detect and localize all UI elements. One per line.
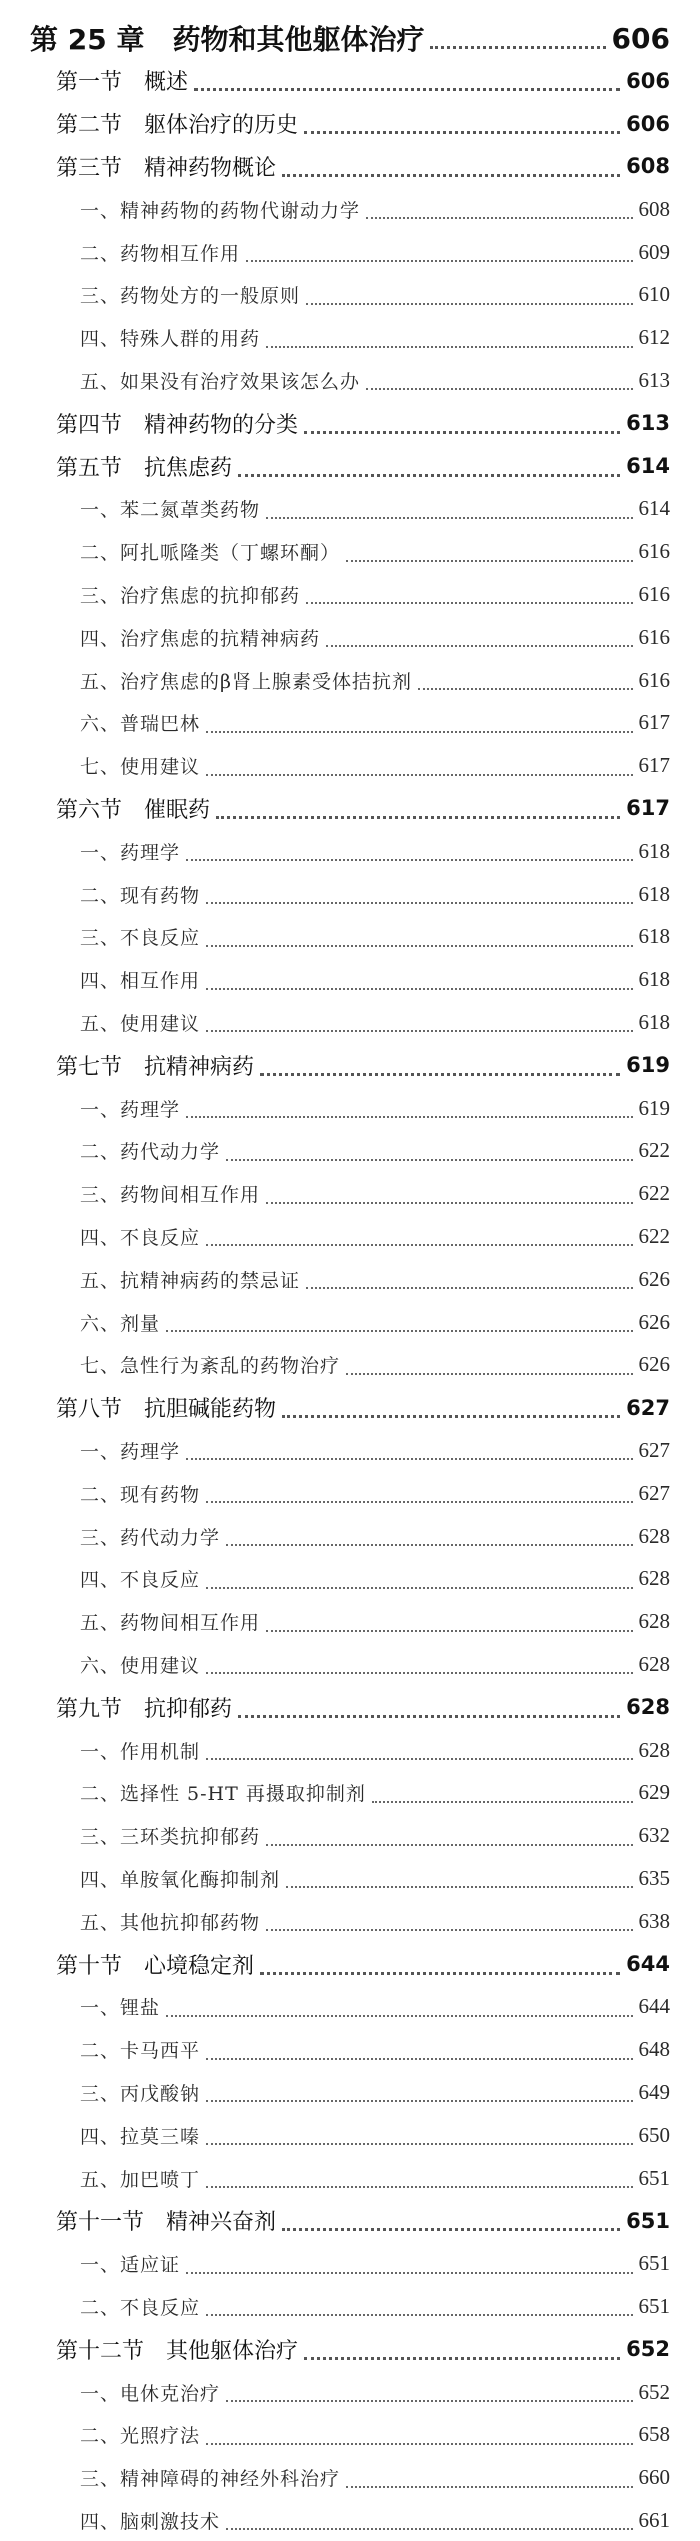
page-number: 627: [626, 1395, 670, 1420]
dot-leader: [206, 2314, 632, 2316]
page-number: 632: [638, 1823, 670, 1848]
dot-leader: [266, 1630, 632, 1632]
dot-leader: [206, 1672, 632, 1674]
item-title: 一、药理学: [80, 1098, 181, 1121]
page-number: 618: [638, 967, 670, 992]
section-title: 第二节 躯体治疗的历史: [56, 113, 299, 139]
section-title: 第四节 精神药物的分类: [56, 412, 299, 438]
page-number: 613: [638, 367, 670, 392]
dot-leader: [206, 731, 632, 733]
item-title: 五、药物间相互作用: [80, 1612, 261, 1635]
toc-item-row[interactable]: [80, 1644, 670, 1684]
toc-item-row[interactable]: [80, 1473, 670, 1513]
dot-leader: [306, 602, 632, 604]
item-title: 六、普瑞巴林: [80, 713, 201, 736]
page-number: 638: [638, 1908, 670, 1933]
page-number: 618: [638, 1009, 670, 1034]
dot-leader: [286, 1886, 632, 1888]
dot-leader: [206, 2058, 632, 2060]
toc-item-row[interactable]: [80, 2244, 670, 2284]
dot-leader: [372, 1801, 633, 1803]
toc-section-row[interactable]: [56, 2329, 670, 2369]
item-title: 二、药物相互作用: [80, 242, 241, 265]
page-number: 614: [626, 454, 670, 478]
toc-item-row[interactable]: [80, 660, 670, 700]
dot-leader: [246, 260, 632, 262]
toc-item-row[interactable]: [80, 360, 670, 400]
item-title: 五、其他抗抑郁药物: [80, 1911, 261, 1934]
dot-leader: [304, 2357, 620, 2360]
toc-section-row[interactable]: [56, 61, 670, 101]
item-title: 二、现有药物: [80, 1483, 201, 1506]
page-number: 644: [626, 1952, 670, 1976]
dot-leader: [266, 346, 632, 348]
dot-leader: [266, 517, 632, 519]
page-number: 627: [638, 1437, 670, 1462]
page-number: 618: [638, 838, 670, 863]
page-number: 627: [638, 1480, 670, 1505]
section-title: 第六节 催眠药: [56, 797, 211, 823]
page-number: 610: [638, 282, 670, 307]
item-title: 二、药代动力学: [80, 1141, 221, 1164]
page-number: 628: [638, 1523, 670, 1548]
section-title: 第十节 心境稳定剂: [56, 1953, 255, 1979]
dot-leader: [418, 688, 633, 690]
page-number: 628: [638, 1651, 670, 1676]
toc-item-row[interactable]: [80, 874, 670, 914]
dot-leader: [206, 1244, 632, 1246]
toc-item-row[interactable]: [80, 1987, 670, 2027]
dot-leader: [206, 902, 632, 904]
item-title: 二、阿扎哌隆类（丁螺环酮）: [80, 542, 341, 565]
toc-item-row[interactable]: [80, 1773, 670, 1813]
toc-item-row[interactable]: [80, 1858, 670, 1898]
item-title: 三、不良反应: [80, 927, 201, 950]
item-title: 四、治疗焦虑的抗精神病药: [80, 627, 321, 650]
dot-leader: [282, 2228, 620, 2231]
dot-leader: [346, 1373, 632, 1375]
item-title: 四、特殊人群的用药: [80, 328, 261, 351]
dot-leader: [238, 474, 620, 477]
dot-leader: [186, 2272, 632, 2274]
item-title: 三、药物处方的一般原则: [80, 285, 301, 308]
dot-leader: [260, 1972, 620, 1975]
page-number: 606: [626, 68, 670, 93]
item-title: 一、作用机制: [80, 1740, 201, 1763]
item-title: 四、相互作用: [80, 970, 201, 993]
toc-item-row[interactable]: [80, 960, 670, 1000]
item-title: 一、电休克治疗: [80, 2382, 221, 2405]
dot-leader: [366, 217, 632, 219]
toc-item-row[interactable]: [80, 1516, 670, 1556]
page-number: 649: [638, 2079, 670, 2104]
dot-leader: [306, 1287, 632, 1289]
item-title: 一、精神药物的药物代谢动力学: [80, 199, 361, 222]
page-number: 635: [638, 1865, 670, 1890]
page-number: 613: [626, 411, 670, 436]
toc-item-row[interactable]: [80, 2030, 670, 2070]
dot-leader: [186, 859, 632, 861]
toc-item-row[interactable]: [80, 1088, 670, 1128]
item-title: 二、现有药物: [80, 884, 201, 907]
page-number: 608: [638, 196, 670, 221]
dot-leader: [304, 131, 620, 134]
toc-item-row[interactable]: [80, 532, 670, 572]
toc-item-row[interactable]: [80, 189, 670, 229]
page-number: 617: [626, 796, 670, 821]
page-number: 617: [638, 710, 670, 735]
toc-item-row[interactable]: [80, 318, 670, 358]
item-title: 一、药理学: [80, 841, 181, 864]
item-title: 七、急性行为紊乱的药物治疗: [80, 1355, 341, 1378]
toc-item-row[interactable]: [80, 2458, 670, 2498]
item-title: 五、加巴喷丁: [80, 2168, 201, 2191]
dot-leader: [206, 774, 632, 776]
toc-item-row[interactable]: [80, 1730, 670, 1770]
item-title: 五、如果没有治疗效果该怎么办: [80, 370, 361, 393]
toc-item-row[interactable]: [80, 746, 670, 786]
dot-leader: [206, 1758, 632, 1760]
item-title: 三、丙戊酸钠: [80, 2082, 201, 2105]
page-number: 648: [638, 2037, 670, 2062]
dot-leader: [206, 2100, 632, 2102]
dot-leader: [366, 388, 632, 390]
page-number: 622: [638, 1138, 670, 1163]
toc-item-row[interactable]: [80, 2072, 670, 2112]
item-title: 三、三环类抗抑郁药: [80, 1826, 261, 1849]
page-number: 629: [638, 1780, 670, 1805]
toc-item-row[interactable]: [80, 2500, 670, 2540]
page-number: 651: [638, 2293, 670, 2318]
page-number: 628: [638, 1609, 670, 1634]
section-title: 第三节 精神药物概论: [56, 155, 277, 181]
toc-item-row[interactable]: [80, 574, 670, 614]
toc-item-row[interactable]: [80, 617, 670, 657]
chapter-heading[interactable]: [30, 18, 670, 58]
toc-section-row[interactable]: [56, 446, 670, 486]
dot-leader: [216, 816, 620, 819]
dot-leader: [282, 174, 620, 177]
section-title: 第十二节 其他躯体治疗: [56, 2338, 299, 2364]
page-number: 626: [638, 1352, 670, 1377]
toc-section-row[interactable]: [56, 146, 670, 186]
toc-item-row[interactable]: [80, 489, 670, 529]
page-number: 628: [638, 1737, 670, 1762]
dot-leader: [226, 1544, 632, 1546]
dot-leader: [226, 2400, 632, 2402]
item-title: 一、适应证: [80, 2254, 181, 2277]
dot-leader: [260, 1073, 620, 1076]
dot-leader: [346, 2486, 632, 2488]
dot-leader: [266, 1929, 632, 1931]
toc-item-row[interactable]: [80, 1816, 670, 1856]
toc-item-row[interactable]: [80, 1602, 670, 1642]
page-number: 658: [638, 2422, 670, 2447]
toc-section-row[interactable]: [56, 1388, 670, 1428]
toc-item-row[interactable]: [80, 703, 670, 743]
page-number: 618: [638, 924, 670, 949]
item-title: 七、使用建议: [80, 756, 201, 779]
dot-leader: [194, 88, 620, 91]
page-number: 616: [638, 667, 670, 692]
dot-leader: [206, 2443, 632, 2445]
item-title: 六、剂量: [80, 1312, 161, 1335]
toc-item-row[interactable]: [80, 1345, 670, 1385]
toc-section-row[interactable]: [56, 403, 670, 443]
item-title: 四、拉莫三嗪: [80, 2125, 201, 2148]
page-number: 622: [638, 1181, 670, 1206]
dot-leader: [206, 1501, 632, 1503]
dot-leader: [206, 988, 632, 990]
dot-leader: [226, 1159, 632, 1161]
dot-leader: [238, 1715, 620, 1718]
toc-item-row[interactable]: [80, 831, 670, 871]
dot-leader: [282, 1415, 620, 1418]
toc-section-row[interactable]: [56, 1045, 670, 1085]
toc-section-row[interactable]: [56, 788, 670, 828]
page-number: 652: [638, 2379, 670, 2404]
toc-item-row[interactable]: [80, 917, 670, 957]
page-number: 616: [638, 539, 670, 564]
item-title: 五、使用建议: [80, 1012, 201, 1035]
dot-leader: [266, 1202, 632, 1204]
item-title: 四、单胺氧化酶抑制剂: [80, 1868, 281, 1891]
toc-item-row[interactable]: [80, 2415, 670, 2455]
page-number: 650: [638, 2122, 670, 2147]
dot-leader: [226, 2528, 632, 2530]
toc-item-row[interactable]: [80, 275, 670, 315]
page-number: 612: [638, 325, 670, 350]
dot-leader: [206, 2143, 632, 2145]
toc-section-row[interactable]: [56, 104, 670, 144]
dot-leader: [206, 1587, 632, 1589]
page-number: 652: [626, 2337, 670, 2362]
section-title: 第十一节 精神兴奋剂: [56, 2210, 277, 2236]
dot-leader: [166, 1330, 632, 1332]
section-title: 第七节 抗精神病药: [56, 1054, 255, 1080]
item-title: 三、精神障碍的神经外科治疗: [80, 2468, 341, 2491]
page-number: 626: [638, 1309, 670, 1334]
dot-leader: [206, 2186, 632, 2188]
page-number: 616: [638, 581, 670, 606]
item-title: 二、选择性 5-HT 再摄取抑制剂: [80, 1783, 366, 1806]
page-number: 661: [638, 2507, 670, 2532]
toc-item-row[interactable]: [80, 1131, 670, 1171]
toc-item-row[interactable]: [80, 1174, 670, 1214]
section-title: 第一节 概述: [56, 70, 189, 96]
page-number: 608: [626, 154, 670, 179]
page-number: 628: [626, 1695, 670, 1720]
page-number: 614: [638, 496, 670, 521]
toc-item-row[interactable]: [80, 2372, 670, 2412]
page-number: 616: [638, 624, 670, 649]
item-title: 三、药物间相互作用: [80, 1184, 261, 1207]
item-title: 一、药理学: [80, 1440, 181, 1463]
item-title: 二、光照疗法: [80, 2425, 201, 2448]
item-title: 五、治疗焦虑的β肾上腺素受体拮抗剂: [80, 670, 412, 693]
page-number: 644: [638, 1994, 670, 2019]
item-title: 二、卡马西平: [80, 2040, 201, 2063]
toc-item-row[interactable]: [80, 1002, 670, 1042]
toc-item-row[interactable]: [80, 232, 670, 272]
item-title: 六、使用建议: [80, 1654, 201, 1677]
dot-leader: [206, 1030, 632, 1032]
toc-item-row[interactable]: [80, 1259, 670, 1299]
toc-item-row[interactable]: [80, 1302, 670, 1342]
item-title: 三、治疗焦虑的抗抑郁药: [80, 584, 301, 607]
item-title: 四、脑刺激技术: [80, 2510, 221, 2533]
section-title: 第九节 抗抑郁药: [56, 1696, 233, 1722]
page-number: 618: [638, 881, 670, 906]
dot-leader: [326, 645, 632, 647]
toc-item-row[interactable]: [80, 2115, 670, 2155]
page-number: 651: [638, 2165, 670, 2190]
item-title: 一、苯二氮䓬类药物: [80, 499, 261, 522]
toc-section-row[interactable]: [56, 1687, 670, 1727]
dot-leader: [266, 1844, 632, 1846]
page-number: 606: [626, 111, 670, 136]
dot-leader: [306, 303, 632, 305]
page-number: 617: [638, 753, 670, 778]
page-number: 619: [638, 1095, 670, 1120]
dot-leader: [206, 945, 632, 947]
toc-item-row[interactable]: [80, 2286, 670, 2326]
page-number: 651: [638, 2251, 670, 2276]
toc-item-row[interactable]: [80, 1559, 670, 1599]
dot-leader: [186, 1116, 632, 1118]
page-number: 626: [638, 1266, 670, 1291]
dot-leader: [166, 2015, 632, 2017]
chapter-title: 第 25 章 药物和其他躯体治疗: [30, 23, 425, 56]
toc-section-row[interactable]: [56, 1944, 670, 1984]
item-title: 五、抗精神病药的禁忌证: [80, 1269, 301, 1292]
toc-item-row[interactable]: [80, 1901, 670, 1941]
page-number: 651: [626, 2208, 670, 2233]
item-title: 四、不良反应: [80, 1569, 201, 1592]
section-title: 第五节 抗焦虑药: [56, 455, 233, 481]
dot-leader: [346, 560, 632, 562]
chapter-page-number: 606: [611, 21, 670, 55]
dot-leader: [186, 1458, 632, 1460]
page-number: 609: [638, 239, 670, 264]
page-number: 628: [638, 1566, 670, 1591]
item-title: 三、药代动力学: [80, 1526, 221, 1549]
page-number: 660: [638, 2465, 670, 2490]
toc-item-row[interactable]: [80, 1216, 670, 1256]
page-number: 622: [638, 1223, 670, 1248]
toc-item-row[interactable]: [80, 1430, 670, 1470]
item-title: 一、锂盐: [80, 1997, 161, 2020]
item-title: 四、不良反应: [80, 1226, 201, 1249]
dot-leader: [430, 46, 605, 49]
toc-item-row[interactable]: [80, 2158, 670, 2198]
dot-leader: [304, 431, 620, 434]
item-title: 二、不良反应: [80, 2296, 201, 2319]
section-title: 第八节 抗胆碱能药物: [56, 1397, 277, 1423]
page-number: 619: [626, 1053, 670, 1078]
toc-section-row[interactable]: [56, 2201, 670, 2241]
